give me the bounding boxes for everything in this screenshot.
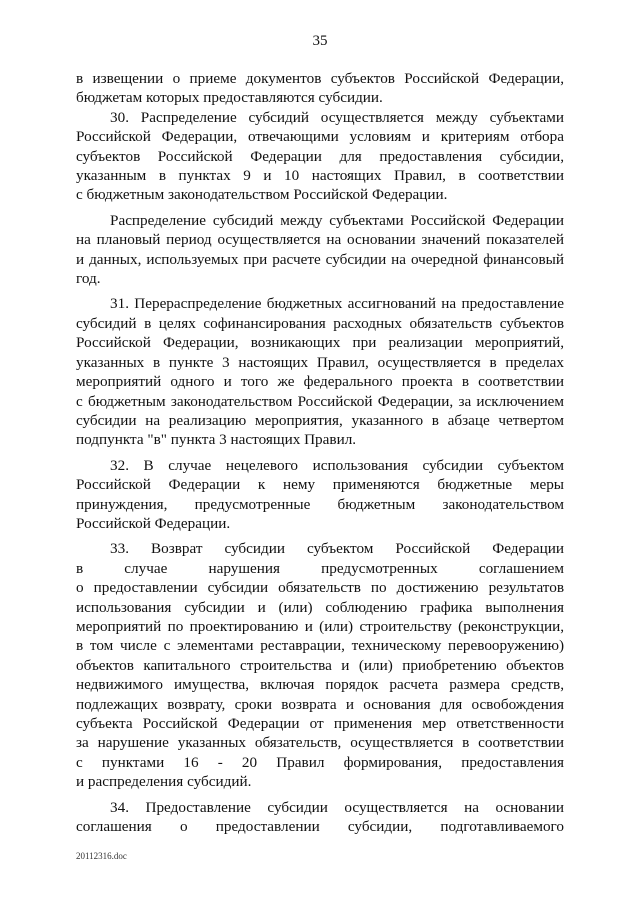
text-line: соглашения о предоставлении субсидии, подготавливаемого xyxy=(76,818,564,836)
text-line: Российской Федерации, возникающих при реализации мероприятий, xyxy=(76,334,564,352)
text-line: в том числе с элементами реставрации, техническому перевооружению) xyxy=(76,637,564,655)
text-line: подпункта "в" пункта 3 настоящих Правил. xyxy=(76,431,357,449)
text-line: принуждения, предусмотренные бюджетным законодательством xyxy=(76,495,564,513)
document-body xyxy=(76,69,564,836)
text-line: 33. Возврат субсидии субъектом Российской Федерации xyxy=(110,540,564,558)
text-line: в случае нарушения предусмотренных соглашением xyxy=(76,559,564,577)
text-line: объектов капитального строительства и (или) приобретению объектов xyxy=(76,656,564,674)
text-line: субъектов Российской Федерации для предоставления субсидии, xyxy=(76,147,564,165)
text-line: мероприятий по проектированию и (или) строительству (реконструкции, xyxy=(76,617,564,635)
text-line: подлежащих возврату, сроки возврата и основания для освобождения xyxy=(76,695,564,713)
paragraph xyxy=(76,69,564,108)
text-line: субъекта Российской Федерации от применения мер ответственности xyxy=(76,715,564,732)
text-line: Российской Федерации. xyxy=(76,514,231,532)
text-line: бюджетам которых предоставляются субсидии. xyxy=(76,89,383,107)
text-line: 30. Распределение субсидий осуществляется между субъектами xyxy=(110,108,564,126)
text-line: на плановый период осуществляется на основании значений показателей xyxy=(76,231,564,249)
paragraph-item-32 xyxy=(76,456,564,534)
paragraph xyxy=(76,211,564,289)
text-line: с пунктами 16 - 20 Правил формирования, предоставления xyxy=(76,753,564,771)
text-line: мероприятий одного и того же федерального проекта в соответствии xyxy=(76,373,564,391)
text-line: указанным в пунктах 9 и 10 настоящих Правил, в соответствии xyxy=(76,167,564,185)
text-line: субсидии на реализацию мероприятия, указанного в абзаце четвертом xyxy=(76,411,564,429)
paragraph-item-33 xyxy=(76,539,564,791)
page-number: 35 xyxy=(312,33,328,49)
text-line: субсидий в целях софинансирования расходных обязательств субъектов xyxy=(76,314,564,332)
text-line: 32. В случае нецелевого использования субсидии субъектом xyxy=(110,456,564,474)
text-line: Распределение субсидий между субъектами Российской Федерации xyxy=(110,211,564,229)
text-line: 34. Предоставление субсидии осуществляется на основании xyxy=(110,798,564,816)
text-line: Российской Федерации, отвечающими условиям и критериям отбора xyxy=(76,128,564,146)
paragraph-item-34 xyxy=(76,798,564,837)
text-line: с бюджетным законодательством Российской Федерации, за исключением xyxy=(76,392,564,410)
text-line: с бюджетным законодательством Российской Федерации. xyxy=(76,186,448,204)
text-line: год. xyxy=(76,270,101,288)
text-line: недвижимого имущества, включая порядок расчета размера средств, xyxy=(76,676,564,694)
text-line: 31. Перераспределение бюджетных ассигнований на предоставление xyxy=(110,295,564,313)
text-line: Российской Федерации к нему применяются бюджетные меры xyxy=(76,476,564,494)
text-line: о предоставлении субсидии обязательств по достижению результатов xyxy=(76,579,564,597)
text-line: и данных, используемых при расчете субсидии на очередной финансовый xyxy=(76,250,564,268)
text-line: за нарушение указанных обязательств, осуществляется в соответствии xyxy=(76,734,564,752)
text-line: использования субсидии и (или) соблюдению графика выполнения xyxy=(76,598,564,616)
file-name-footer: 20112316.doc xyxy=(76,851,127,861)
text-line: указанных в пункте 3 настоящих Правил, осуществляется в пределах xyxy=(76,353,564,371)
paragraph-item-31 xyxy=(76,294,564,449)
paragraph-item-30 xyxy=(76,108,564,205)
text-line: в извещении о приеме документов субъектов Российской Федерации, xyxy=(76,70,564,87)
text-line: и распределения субсидий. xyxy=(76,773,252,791)
